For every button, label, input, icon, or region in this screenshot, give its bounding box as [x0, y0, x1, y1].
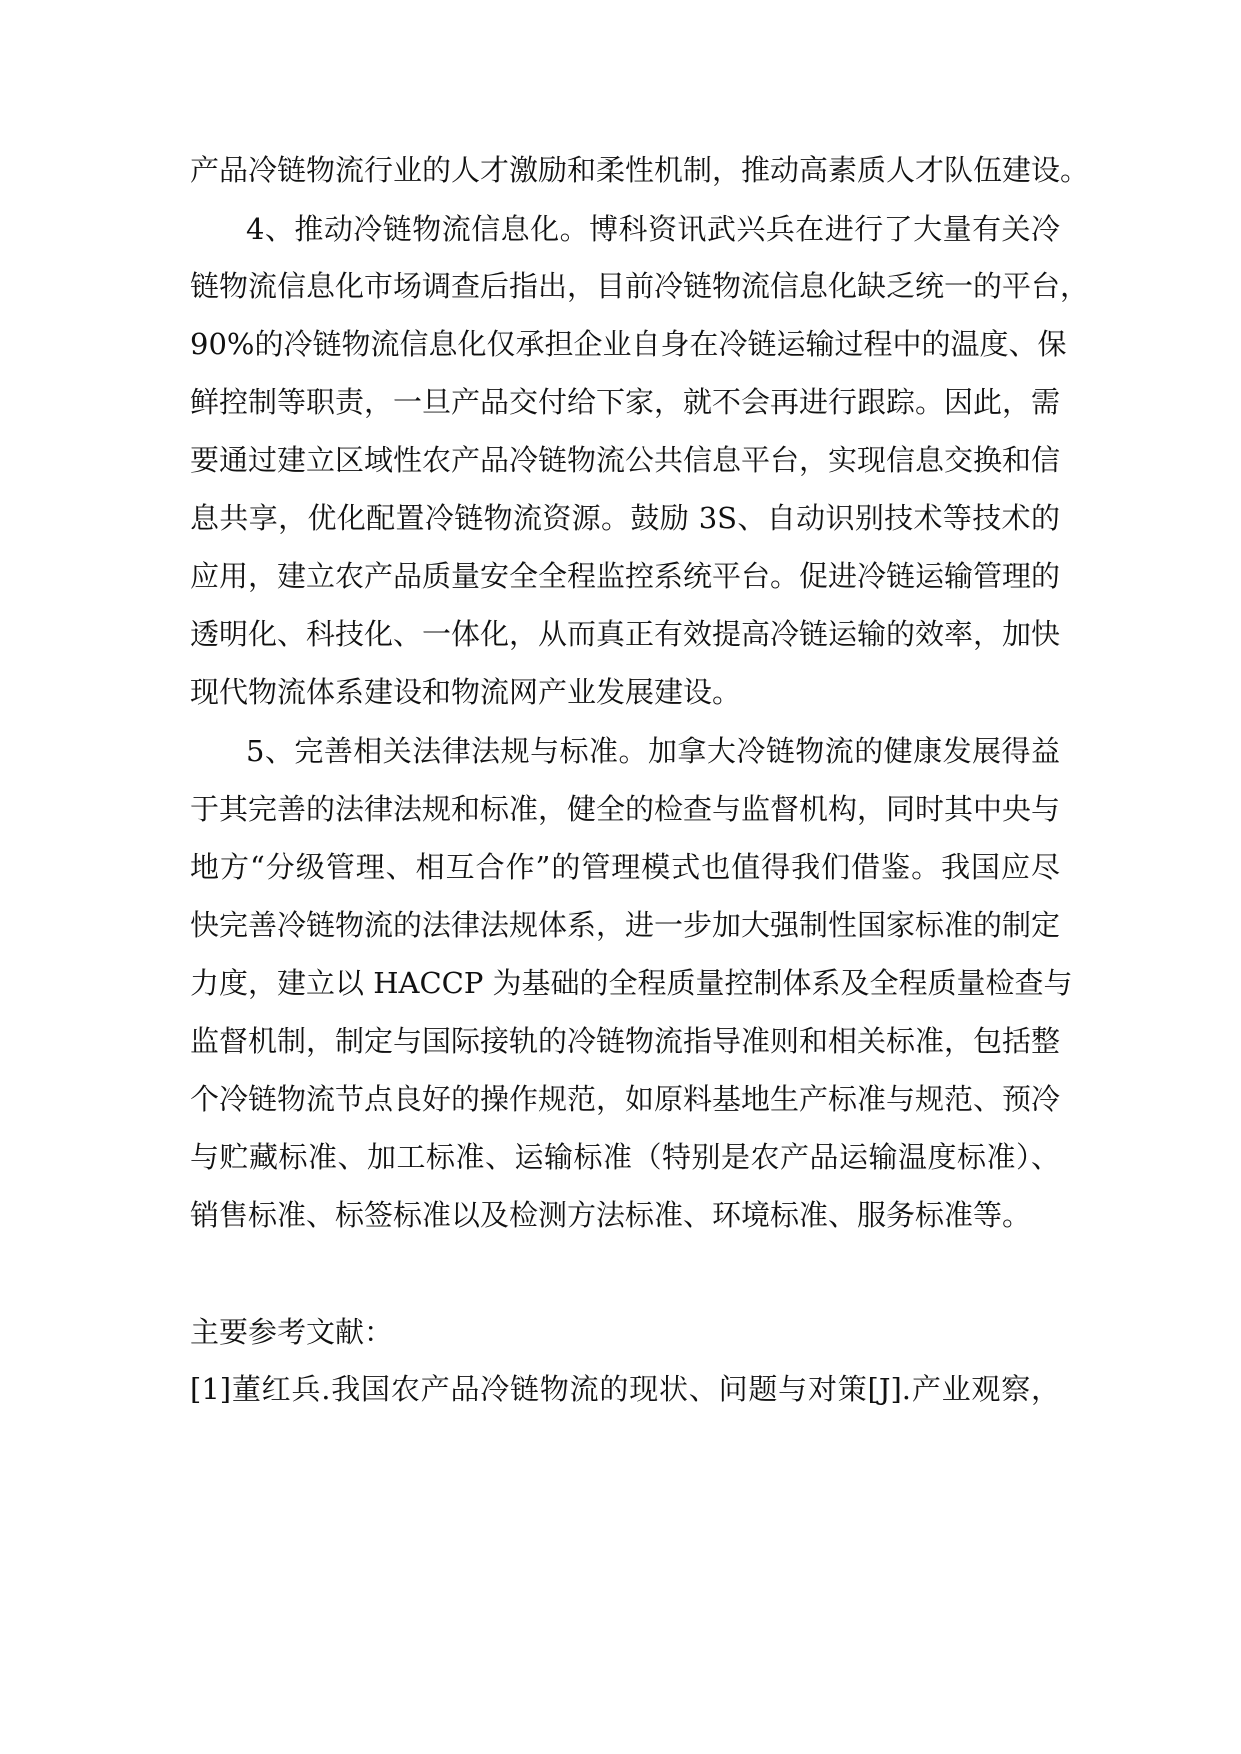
text-line: 应用，建立农产品质量安全全程监控系统平台。促进冷链运输管理的	[190, 559, 1061, 593]
text-line: 快完善冷链物流的法律法规体系，进一步加大强制性国家标准的制定	[190, 908, 1061, 942]
references-heading: 主要参考文献：	[190, 1315, 394, 1349]
text-line: 5、完善相关法律法规与标准。加拿大冷链物流的健康发展得益	[246, 734, 1060, 768]
text-line: 销售标准、标签标准以及检测方法标准、环境标准、服务标准等。	[190, 1198, 1032, 1232]
text-line: 鲜控制等职责，一旦产品交付给下家，就不会再进行跟踪。因此，需	[190, 385, 1061, 419]
text-line: 90%的冷链物流信息化仅承担企业自身在冷链运输过程中的温度、保	[190, 327, 1067, 361]
reference-item: [1]董红兵.我国农产品冷链物流的现状、问题与对策[J].产业观察，	[190, 1372, 1060, 1406]
text-line: 个冷链物流节点良好的操作规范，如原料基地生产标准与规范、预冷	[190, 1082, 1061, 1116]
text-line: 与贮藏标准、加工标准、运输标准（特别是农产品运输温度标准）、	[190, 1140, 1060, 1174]
text-line: 力度，建立以 HACCP 为基础的全程质量控制体系及全程质量检查与	[190, 966, 1073, 1000]
text-line: 要通过建立区域性农产品冷链物流公共信息平台，实现信息交换和信	[190, 443, 1061, 477]
text-line: 息共享，优化配置冷链物流资源。鼓励 3S、自动识别技术等技术的	[190, 501, 1060, 535]
text-line: 产品冷链物流行业的人才激励和柔性机制，推动高素质人才队伍建设。	[190, 153, 1090, 187]
text-line: 现代物流体系建设和物流网产业发展建设。	[190, 675, 742, 709]
text-line: 地方“分级管理、相互合作”的管理模式也值得我们借鉴。我国应尽	[190, 850, 1060, 884]
text-line: 链物流信息化市场调查后指出，目前冷链物流信息化缺乏统一的平台，	[190, 269, 1090, 303]
text-line: 透明化、科技化、一体化，从而真正有效提高冷链运输的效率，加快	[190, 617, 1061, 651]
text-line: 监督机制，制定与国际接轨的冷链物流指导准则和相关标准，包括整	[190, 1024, 1061, 1058]
text-line: 4、推动冷链物流信息化。博科资讯武兴兵在进行了大量有关冷	[246, 212, 1060, 246]
text-line: 于其完善的法律法规和标准，健全的检查与监督机构，同时其中央与	[190, 792, 1061, 826]
